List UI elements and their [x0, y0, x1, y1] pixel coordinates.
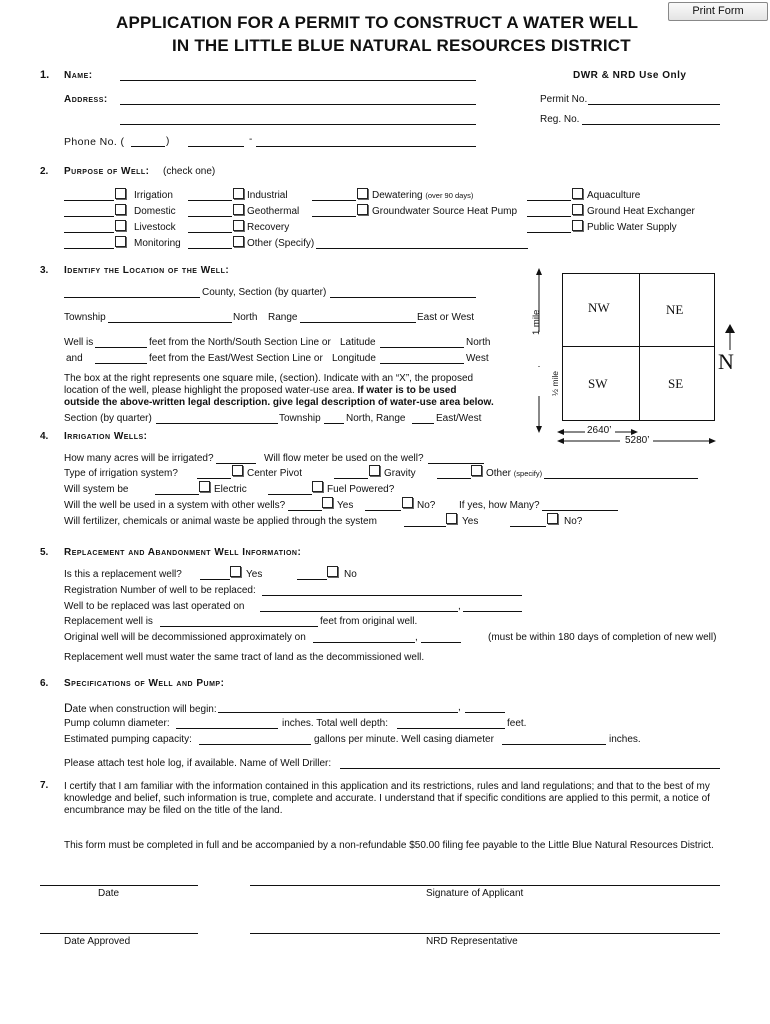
- well-driller-label: Please attach test hole log, if available. Name of Well Driller:: [64, 758, 332, 769]
- total-depth-label: inches. Total well depth:: [282, 718, 388, 729]
- map-instructions-line3: outside the above-written legal description. give legal description of water-use area below.: [64, 397, 494, 408]
- last-operated-date-field[interactable]: [260, 611, 458, 612]
- other-irrigation-field[interactable]: [544, 478, 698, 479]
- replacement-is-label: Replacement well is: [64, 616, 153, 627]
- section-7-number: 7.: [40, 780, 49, 791]
- how-many-field[interactable]: [542, 510, 618, 511]
- fertilizer-yes-label: Yes: [462, 516, 479, 527]
- print-form-button[interactable]: Print Form: [668, 2, 768, 21]
- one-mile-label: 1 mile: [531, 309, 542, 335]
- electric-label: Electric: [214, 484, 247, 495]
- longitude-label: Longitude: [332, 353, 376, 364]
- section-4-number: 4.: [40, 431, 49, 442]
- within-180-days-note: (must be within 180 days of completion of new well): [488, 632, 717, 643]
- recovery-checkbox[interactable]: [233, 220, 244, 231]
- dewatering-checkbox[interactable]: [357, 188, 368, 199]
- replacement-no-checkbox[interactable]: [327, 566, 338, 577]
- certification-line2: knowledge and belief, such information is true, complete and accurate. I understand that if specific conditions are applied to this permit, a notice of: [64, 793, 710, 804]
- office-use-label: DWR & NRD Use Only: [573, 70, 687, 81]
- fertilizer-no-checkbox[interactable]: [547, 513, 558, 524]
- public-water-supply-label: Public Water Supply: [587, 222, 677, 233]
- gravity-label: Gravity: [384, 468, 416, 479]
- fertilizer-yes-line[interactable]: [404, 526, 446, 527]
- date-label: Date: [98, 888, 120, 899]
- range-field-2[interactable]: [412, 423, 434, 424]
- form-title-line2: IN THE LITTLE BLUE NATURAL RESOURCES DISTRICT: [172, 36, 631, 55]
- how-many-label: If yes, how Many?: [459, 500, 540, 511]
- gravity-line[interactable]: [334, 478, 368, 479]
- other-irrigation-checkbox[interactable]: [471, 465, 482, 476]
- township-field[interactable]: [108, 322, 232, 323]
- feet-unit: feet.: [507, 718, 527, 729]
- map-instructions-line1: The box at the right represents one square mile, (section). Indicate with an “X”, the proposed: [64, 373, 474, 384]
- flow-meter-question: Will flow meter be used on the well?: [264, 453, 424, 464]
- section-quarter-field-2[interactable]: [156, 423, 278, 424]
- feet-ew-label: feet from the East/West Section Line or: [149, 353, 323, 364]
- total-depth-field[interactable]: [397, 728, 505, 729]
- industrial-label: Industrial: [247, 190, 288, 201]
- phone-area-code-field[interactable]: [131, 146, 165, 147]
- north-range-label-2: North, Range: [346, 413, 406, 424]
- livestock-checkbox[interactable]: [115, 220, 126, 231]
- heat-pump-label: Groundwater Source Heat Pump: [372, 206, 518, 217]
- geothermal-checkbox[interactable]: [233, 204, 244, 215]
- applicant-signature-label: Signature of Applicant: [426, 888, 524, 899]
- other-wells-yes-line[interactable]: [288, 510, 322, 511]
- aquaculture-line[interactable]: [527, 200, 571, 201]
- township-label-2: Township: [279, 413, 321, 424]
- feet-ns-field[interactable]: [95, 347, 147, 348]
- gravity-checkbox[interactable]: [369, 465, 380, 476]
- specifications-heading: Specifications of Well and Pump:: [64, 678, 225, 689]
- nrd-representative-label: NRD Representative: [426, 936, 518, 947]
- section-1-number: 1.: [40, 69, 50, 81]
- domestic-line[interactable]: [64, 216, 114, 217]
- permit-no-label: Permit No.: [540, 94, 588, 105]
- applicant-signature-field[interactable]: [250, 885, 720, 886]
- phone-prefix-field[interactable]: [188, 146, 244, 147]
- other-irrigation-label: Other (specify): [486, 468, 543, 479]
- center-pivot-line[interactable]: [197, 478, 231, 479]
- feet-ns-label: feet from the North/South Section Line or: [149, 337, 331, 348]
- se-quarter-label: SE: [668, 376, 684, 391]
- decommission-date-field[interactable]: [313, 642, 415, 643]
- replacement-yes-checkbox[interactable]: [230, 566, 241, 577]
- east-or-west-label: East or West: [417, 312, 475, 323]
- phone-paren-close: ): [166, 136, 170, 147]
- decommission-year-field[interactable]: [421, 642, 461, 643]
- replacement-no-line[interactable]: [297, 579, 327, 580]
- ground-heat-exchanger-checkbox[interactable]: [572, 204, 583, 215]
- center-pivot-checkbox[interactable]: [232, 465, 243, 476]
- system-power-question: Will system be: [64, 484, 129, 495]
- dewatering-line[interactable]: [312, 200, 356, 201]
- other-irrigation-line[interactable]: [437, 478, 471, 479]
- filing-fee-note: This form must be completed in full and be accompanied by a non-refundable $50.00 filing fee payable to the Little Blue Natural Resources District.: [64, 840, 714, 851]
- replacement-distance-field[interactable]: [160, 626, 318, 627]
- domestic-label: Domestic: [134, 206, 176, 217]
- acres-question: How many acres will be irrigated?: [64, 453, 214, 464]
- geothermal-label: Geothermal: [247, 206, 300, 217]
- mile-dimension-lines: [528, 262, 550, 437]
- date-approved-label: Date Approved: [64, 936, 131, 947]
- inches-unit: inches.: [609, 734, 641, 745]
- permit-no-field[interactable]: [588, 104, 720, 105]
- pumping-capacity-field[interactable]: [199, 744, 311, 745]
- decommission-label: Original well will be decommissioned approximately on: [64, 632, 306, 643]
- certification-line3: encumbrance may be filed on the title of the land.: [64, 805, 283, 816]
- replacement-no-label: No: [344, 569, 357, 580]
- replacement-yes-label: Yes: [246, 569, 263, 580]
- distance-5280: 5280’: [625, 435, 650, 446]
- same-tract-note: Replacement well must water the same tract of land as the decommissioned well.: [64, 652, 425, 663]
- other-wells-question: Will the well be used in a system with other wells?: [64, 500, 286, 511]
- date-approved-field[interactable]: [40, 933, 198, 934]
- replacement-question: Is this a replacement well?: [64, 569, 182, 580]
- county-field[interactable]: [64, 297, 200, 298]
- replacement-yes-line[interactable]: [200, 579, 230, 580]
- and-label: and: [66, 353, 83, 364]
- acres-field[interactable]: [216, 463, 256, 464]
- reg-no-label: Reg. No.: [540, 114, 580, 125]
- aquaculture-label: Aquaculture: [587, 190, 641, 201]
- flow-meter-field[interactable]: [428, 463, 484, 464]
- dewatering-label: Dewatering (over 90 days): [372, 190, 474, 201]
- ground-heat-exchanger-label: Ground Heat Exchanger: [587, 206, 695, 217]
- north-suffix: North: [466, 337, 491, 348]
- longitude-field[interactable]: [380, 363, 464, 364]
- form-title-line1: APPLICATION FOR A PERMIT TO CONSTRUCT A WATER WELL: [116, 13, 639, 32]
- certification-line1: I certify that I am familiar with the information contained in this application and its restrictions, rules and land regulations; and that to the best of my: [64, 781, 710, 792]
- casing-diameter-label: gallons per minute. Well casing diameter: [314, 734, 494, 745]
- public-water-supply-line[interactable]: [527, 232, 571, 233]
- section-quarter-label-2: Section (by quarter): [64, 413, 152, 424]
- fertilizer-no-line[interactable]: [510, 526, 546, 527]
- heat-pump-line[interactable]: [312, 216, 356, 217]
- monitoring-line[interactable]: [64, 248, 114, 249]
- irrigation-label: Irrigation: [134, 190, 173, 201]
- other-wells-no-checkbox[interactable]: [402, 497, 413, 508]
- nrd-representative-field[interactable]: [250, 933, 720, 934]
- domestic-checkbox[interactable]: [115, 204, 126, 215]
- feet-from-original-label: feet from original well.: [320, 616, 418, 627]
- casing-diameter-field[interactable]: [502, 744, 606, 745]
- last-operated-comma: ,: [458, 601, 461, 612]
- monitoring-checkbox[interactable]: [115, 236, 126, 247]
- other-wells-no-label: No?: [417, 500, 436, 511]
- fertilizer-yes-checkbox[interactable]: [446, 513, 457, 524]
- registration-number-label: Registration Number of well to be replaced:: [64, 585, 256, 596]
- other-specify-label: Other (Specify): [247, 238, 315, 249]
- construction-date-comma: ,: [458, 702, 461, 713]
- industrial-line[interactable]: [188, 200, 232, 201]
- nw-quarter-label: NW: [588, 300, 610, 315]
- last-operated-year-field[interactable]: [463, 611, 522, 612]
- section-6-number: 6.: [40, 678, 49, 689]
- north-label: North: [233, 312, 258, 323]
- section-quarter-field[interactable]: [330, 297, 476, 298]
- fuel-powered-label: Fuel Powered?: [327, 484, 395, 495]
- section-2-number: 2.: [40, 166, 49, 177]
- heat-pump-checkbox[interactable]: [357, 204, 368, 215]
- section-map[interactable]: [562, 273, 715, 421]
- fuel-powered-checkbox[interactable]: [312, 481, 323, 492]
- livestock-label: Livestock: [134, 222, 176, 233]
- livestock-line[interactable]: [64, 232, 114, 233]
- feet-ew-field[interactable]: [95, 363, 147, 364]
- other-wells-no-line[interactable]: [365, 510, 401, 511]
- geothermal-line[interactable]: [188, 216, 232, 217]
- address-field-2[interactable]: [120, 124, 476, 125]
- other-specify-field[interactable]: [316, 248, 528, 249]
- ne-quarter-label: NE: [666, 302, 684, 317]
- replacement-heading: Replacement and Abandonment Well Information:: [64, 547, 302, 558]
- section-5-number: 5.: [40, 547, 49, 558]
- phone-label: Phone No. (: [64, 136, 125, 148]
- phone-dash: -: [249, 134, 253, 145]
- recovery-line[interactable]: [188, 232, 232, 233]
- fertilizer-no-label: No?: [564, 516, 583, 527]
- range-field[interactable]: [300, 322, 416, 323]
- electric-line[interactable]: [155, 494, 199, 495]
- sw-quarter-label: SW: [588, 376, 608, 391]
- decommission-comma: ,: [415, 632, 418, 643]
- latitude-label: Latitude: [340, 337, 376, 348]
- other-specify-line[interactable]: [188, 248, 232, 249]
- township-field-2[interactable]: [324, 423, 344, 424]
- electric-checkbox[interactable]: [199, 481, 210, 492]
- west-suffix: West: [466, 353, 489, 364]
- other-specify-checkbox[interactable]: [233, 236, 244, 247]
- section-3-number: 3.: [40, 265, 49, 276]
- range-label: Range: [268, 312, 298, 323]
- last-operated-label: Well to be replaced was last operated on: [64, 601, 245, 612]
- check-one-note: (check one): [163, 166, 216, 177]
- phone-number-field[interactable]: [256, 146, 476, 147]
- aquaculture-checkbox[interactable]: [572, 188, 583, 199]
- pumping-capacity-label: Estimated pumping capacity:: [64, 734, 192, 745]
- public-water-supply-checkbox[interactable]: [572, 220, 583, 231]
- construction-year-field[interactable]: [465, 712, 505, 713]
- date-field[interactable]: [40, 885, 198, 886]
- well-is-label: Well is: [64, 337, 94, 348]
- fuel-powered-line[interactable]: [268, 494, 312, 495]
- center-pivot-label: Center Pivot: [247, 468, 303, 479]
- irrigation-wells-heading: Irrigation Wells:: [64, 431, 148, 442]
- distance-2640: 2640’: [587, 425, 612, 436]
- irrigation-line[interactable]: [64, 200, 114, 201]
- map-instructions-line2: location of the well, please highlight the proposed water-use area. If water is to be used: [64, 385, 457, 396]
- north-label-n: N: [718, 349, 734, 374]
- north-arrow-icon: [724, 324, 736, 350]
- fertilizer-question: Will fertilizer, chemicals or animal waste be applied through the system: [64, 516, 377, 527]
- address-label: Address:: [64, 94, 108, 105]
- ground-heat-exchanger-line[interactable]: [527, 216, 571, 217]
- pump-column-field[interactable]: [176, 728, 278, 729]
- county-label: County, Section (by quarter): [202, 287, 327, 298]
- purpose-of-well-heading: Purpose of Well:: [64, 166, 150, 177]
- registration-number-field[interactable]: [262, 595, 522, 596]
- monitoring-label: Monitoring: [134, 238, 181, 249]
- other-wells-yes-label: Yes: [337, 500, 354, 511]
- recovery-label: Recovery: [247, 222, 290, 233]
- construction-date-label: Date when construction will begin:: [64, 701, 217, 715]
- name-label: Name:: [64, 70, 93, 81]
- east-west-label-2: East/West: [436, 413, 482, 424]
- construction-date-field[interactable]: [218, 712, 458, 713]
- location-heading: Identify the Location of the Well:: [64, 265, 230, 276]
- name-field[interactable]: [120, 80, 476, 81]
- industrial-checkbox[interactable]: [233, 188, 244, 199]
- irrigation-checkbox[interactable]: [115, 188, 126, 199]
- other-wells-yes-checkbox[interactable]: [322, 497, 333, 508]
- address-field-1[interactable]: [120, 104, 476, 105]
- well-driller-field[interactable]: [340, 768, 720, 769]
- pump-column-label: Pump column diameter:: [64, 718, 170, 729]
- township-label: Township: [64, 312, 106, 323]
- reg-no-field[interactable]: [582, 124, 720, 125]
- half-mile-label: ½ mile: [550, 370, 560, 396]
- irrigation-type-question: Type of irrigation system?: [64, 468, 178, 479]
- latitude-field[interactable]: [380, 347, 464, 348]
